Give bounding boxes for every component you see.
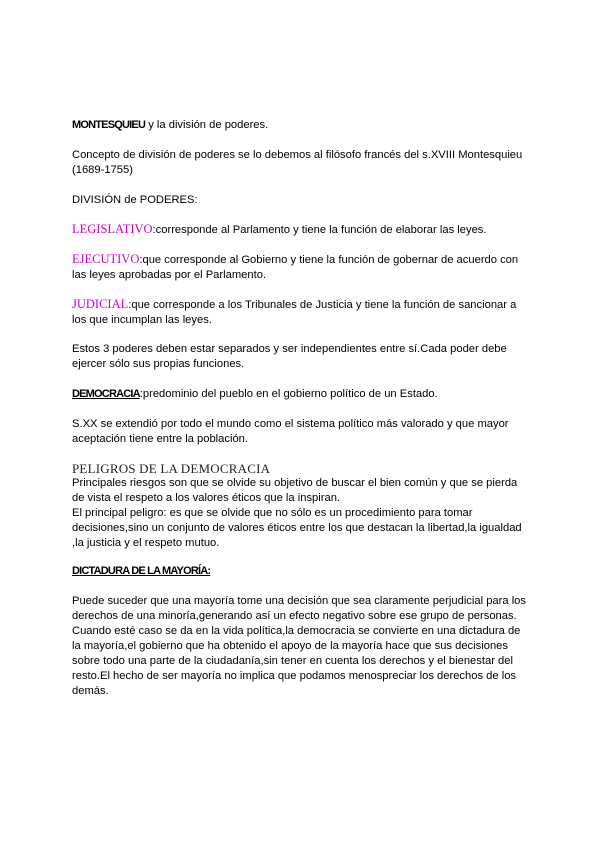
judicial-text: :que corresponde a los Tribunales de Justicia y tiene la función de sancionar a los que incumplan las leyes. bbox=[72, 299, 517, 326]
democracia-label: DEMOCRACIA bbox=[72, 388, 140, 400]
dictadura-paragraph: Puede suceder que una mayoría tome una decisión que sea claramente perjudicial para los derechos de una minoría,generando así un efecto negativo sobre ese grupo de personas. Cuando esté caso se da en la vida política,la democracia se convierte en una dictadura de la mayoría,el gobierno que ha obtenido el apoyo de la mayoría hace que sus decisiones sobre todo una parte de la ciudadanía,sin tener en cuenta los derechos y el bienestar del resto.El hecho de ser mayoría no implica que podamos menospreciar los derechos de los demás. bbox=[72, 595, 526, 697]
dictadura-heading: DICTADURA DE LA MAYORÍA: bbox=[72, 565, 211, 577]
peligros-line-2: El principal peligro: es que se olvide que no sólo es un procedimiento para tomar decisiones,sino un conjunto de valores éticos entre los que destacan la libertad,la igualdad ,la justicia y el respeto mutuo. bbox=[72, 507, 522, 549]
legislativo-label: LEGISLATIVO bbox=[72, 222, 153, 236]
judicial-label: JUDICIAL bbox=[72, 297, 129, 311]
judicial-paragraph bbox=[72, 297, 532, 328]
concept-paragraph: Concepto de división de poderes se lo debemos al filósofo francés del s.XVIII Montesquieu (1689-1755) bbox=[72, 149, 523, 176]
sxx-paragraph: S.XX se extendió por todo el mundo como el sistema político más valorado y que mayor aceptación tiene entre la población. bbox=[72, 418, 509, 445]
separation-paragraph: Estos 3 poderes deben estar separados y ser independientes entre sí.Cada poder debe ejercer sólo sus propias funciones. bbox=[72, 343, 507, 370]
division-heading: DIVISIÓN de PODERES: bbox=[72, 194, 198, 206]
ejecutivo-label: EJECUTIVO bbox=[72, 252, 140, 266]
ejecutivo-text: :que corresponde al Gobierno y tiene la función de gobernar de acuerdo con las leyes aprobadas por el Parlamento. bbox=[72, 254, 519, 281]
title-montesquieu: MONTESQUIEU bbox=[72, 119, 146, 131]
democracia-paragraph bbox=[72, 387, 532, 402]
democracia-text: :predominio del pueblo en el gobierno político de un Estado. bbox=[139, 388, 438, 400]
legislativo-text: :corresponde al Parlamento y tiene la función de elaborar las leyes. bbox=[152, 224, 487, 236]
peligros-heading: PELIGROS DE LA DEMOCRACIA bbox=[72, 461, 271, 476]
peligros-line-1: Principales riesgos son que se olvide su objetivo de buscar el bien común y que se pierda de vista el respeto a los valores éticos que la inspiran. bbox=[72, 477, 518, 504]
document-title bbox=[72, 118, 532, 133]
ejecutivo-paragraph bbox=[72, 252, 532, 283]
document-body bbox=[72, 118, 532, 699]
legislativo-paragraph bbox=[72, 222, 532, 238]
title-rest: y la división de poderes. bbox=[145, 119, 269, 131]
